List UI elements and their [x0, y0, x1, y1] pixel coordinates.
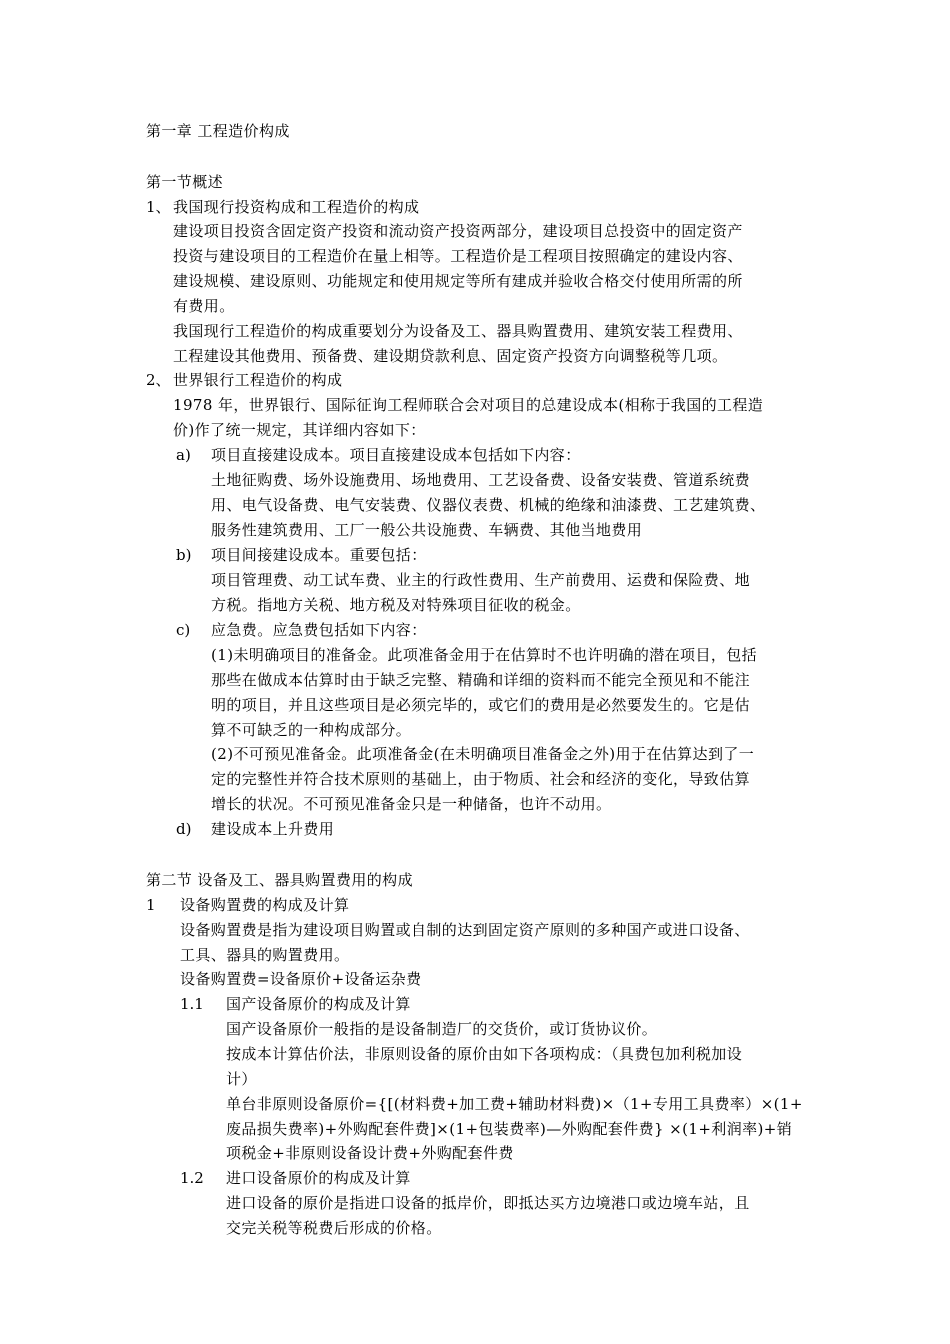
item-a-label: a) — [176, 446, 191, 464]
item-c-line: 增长的状况。不可预见准备金只是一种储备，也许不动用。 — [211, 795, 612, 813]
item-c-line: 算不可缺乏的一种构成部分。 — [211, 721, 412, 739]
sub12-line: 进口设备的原价是指进口设备的抵岸价，即抵达买方边境港口或边境车站，且 — [226, 1194, 750, 1212]
item1-title: 我国现行投资构成和工程造价的构成 — [173, 198, 420, 216]
item-b-line: 方税。指地方关税、地方税及对特殊项目征收的税金。 — [211, 596, 581, 614]
item2-para-line: 价)作了统一规定，其详细内容如下： — [173, 421, 426, 439]
item-c-label: c) — [176, 621, 191, 639]
s2-item1-title: 设备购置费的构成及计算 — [180, 896, 350, 914]
item1-para1-line: 建设规模、建设原则、功能规定和使用规定等所有建成并验收合格交付使用所需的所 — [173, 272, 743, 290]
item-b-line: 项目管理费、动工试车费、业主的行政性费用、生产前费用、运费和保险费、地 — [211, 571, 751, 589]
item1-para1-line: 投资与建设项目的工程造价在量上相等。工程造价是工程项目按照确定的建设内容、 — [173, 247, 743, 265]
item-c-line: 明的项目，并且这些项目是必须完毕的，或它们的费用是必然要发生的。它是估 — [211, 696, 751, 714]
item-c-line: 定的完整性并符合技术原则的基础上，由于物质、社会和经济的变化，导致估算 — [211, 770, 751, 788]
item-c-line: 那些在做成本估算时由于缺乏完整、精确和详细的资料而不能完全预见和不能注 — [211, 671, 751, 689]
item-a-title: 项目直接建设成本。项目直接建设成本包括如下内容： — [211, 446, 581, 464]
item2-title: 世界银行工程造价的构成 — [173, 371, 343, 389]
chapter-title: 第一章 工程造价构成 — [146, 122, 290, 140]
sub11-line: 国产设备原价一般指的是设备制造厂的交货价，或订货协议价。 — [226, 1020, 658, 1038]
item-b-label: b) — [176, 546, 192, 564]
s2-item1-line: 设备购置费=设备原价+设备运杂费 — [180, 970, 422, 988]
sub11-formula-line: 项税金+非原则设备设计费+外购配套件费 — [226, 1144, 514, 1162]
s2-item1-line: 工具、器具的购置费用。 — [180, 946, 350, 964]
item1-number: 1、 — [146, 198, 171, 216]
sub11-line: 计） — [226, 1070, 257, 1088]
item-c-line: (1)未明确项目的准备金。此项准备金用于在估算时不也许明确的潜在项目，包括 — [211, 646, 758, 664]
item-a-line: 土地征购费、场外设施费用、场地费用、工艺设备费、设备安装费、管道系统费 — [211, 471, 751, 489]
item-d-title: 建设成本上升费用 — [211, 820, 335, 838]
item-c-title: 应急费。应急费包括如下内容： — [211, 621, 427, 639]
item1-para1-line: 有费用。 — [173, 297, 235, 315]
item-a-line: 服务性建筑费用、工厂一般公共设施费、车辆费、其他当地费用 — [211, 521, 643, 539]
s2-item1-line: 设备购置费是指为建设项目购置或自制的达到固定资产原则的多种国产或进口设备、 — [180, 921, 750, 939]
item-a-line: 用、电气设备费、电气安装费、仪器仪表费、机械的绝缘和油漆费、工艺建筑费、 — [211, 496, 766, 514]
section2-heading: 第二节 设备及工、器具购置费用的构成 — [146, 871, 413, 889]
item1-para2-line: 我国现行工程造价的构成重要划分为设备及工、器具购置费用、建筑安装工程费用、 — [173, 322, 743, 340]
item-d-label: d) — [176, 820, 192, 838]
sub12-title: 进口设备原价的构成及计算 — [226, 1169, 411, 1187]
sub12-line: 交完关税等税费后形成的价格。 — [226, 1219, 442, 1237]
s2-item1-number: 1 — [146, 896, 156, 914]
item1-para1-line: 建设项目投资含固定资产投资和流动资产投资两部分，建设项目总投资中的固定资产 — [173, 222, 743, 240]
sub11-formula-line: 废品损失费率)+外购配套件费]×(1+包装费率)—外购配套件费} ×(1+利润率)+销 — [226, 1120, 793, 1138]
item1-para2-line: 工程建设其他费用、预备费、建设期贷款利息、固定资产投资方向调整税等几项。 — [173, 347, 728, 365]
sub11-title: 国产设备原价的构成及计算 — [226, 995, 411, 1013]
item-b-title: 项目间接建设成本。重要包括： — [211, 546, 427, 564]
sub11-number: 1.1 — [180, 995, 204, 1013]
item2-para-line: 1978 年，世界银行、国际征询工程师联合会对项目的总建设成本(相称于我国的工程造 — [173, 396, 764, 414]
sub11-formula-line: 单台非原则设备原价={[(材料费+加工费+辅助材料费)×（1+专用工具费率）×(1+ — [226, 1095, 803, 1113]
item-c-line: (2)不可预见准备金。此项准备金(在未明确项目准备金之外)用于在估算达到了一 — [211, 745, 755, 763]
item2-number: 2、 — [146, 371, 171, 389]
section1-heading: 第一节概述 — [146, 173, 224, 191]
sub12-number: 1.2 — [180, 1169, 204, 1187]
sub11-line: 按成本计算估价法，非原则设备的原价由如下各项构成：（具费包加利税加设 — [226, 1045, 743, 1063]
